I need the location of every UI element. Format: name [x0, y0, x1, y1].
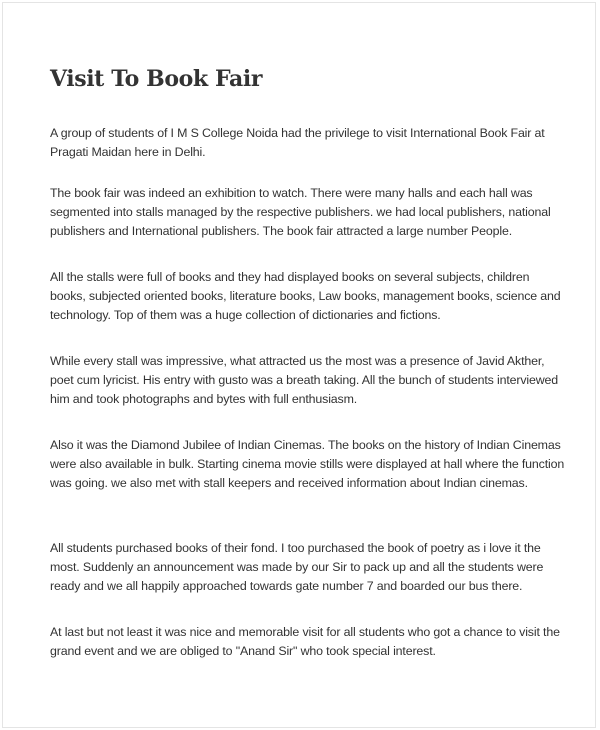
document-page — [2, 2, 596, 728]
paragraph-purchases: All students purchased books of their fond. I too purchased the book of poetry as i love it the most. Suddenly an announcement was made by our Sir to pack up and all the students were ready and we all happily approached towards gate number 7 and boarded our bus there. — [50, 541, 544, 593]
paragraph-intro: A group of students of I M S College Noida had the privilege to visit International Book Fair at Pragati Maidan here in Delhi. — [50, 126, 545, 159]
paragraph-stalls: All the stalls were full of books and they had displayed books on several subjects, children books, subjected oriented books, literature books, Law books, management books, science and technology. Top of them was a huge collection of dictionaries and fictions. — [50, 270, 561, 322]
paragraph-indian-cinemas: Also it was the Diamond Jubilee of Indian Cinemas. The books on the history of Indian Cinemas were also available in bulk. Starting cinema movie stills were displayed at hall where the function was going. we also met with stall keepers and received information about Indian cinemas. — [50, 438, 565, 490]
paragraph-conclusion: At last but not least it was nice and memorable visit for all students who got a chance to visit the grand event and we are obliged to "Anand Sir" who took special interest. — [50, 625, 560, 658]
paragraph-exhibition: The book fair was indeed an exhibition to watch. There were many halls and each hall was segmented into stalls managed by the respective publishers. we had local publishers, national publishers and International publishers. The book fair attracted a large number People. — [50, 186, 551, 238]
paragraph-javid-akther: While every stall was impressive, what attracted us the most was a presence of Javid Akther, poet cum lyricist. His entry with gusto was a breath taking. All the bunch of students interviewed him and took photographs and bytes with full enthusiasm. — [50, 354, 559, 406]
document-title: Visit To Book Fair — [50, 66, 263, 92]
